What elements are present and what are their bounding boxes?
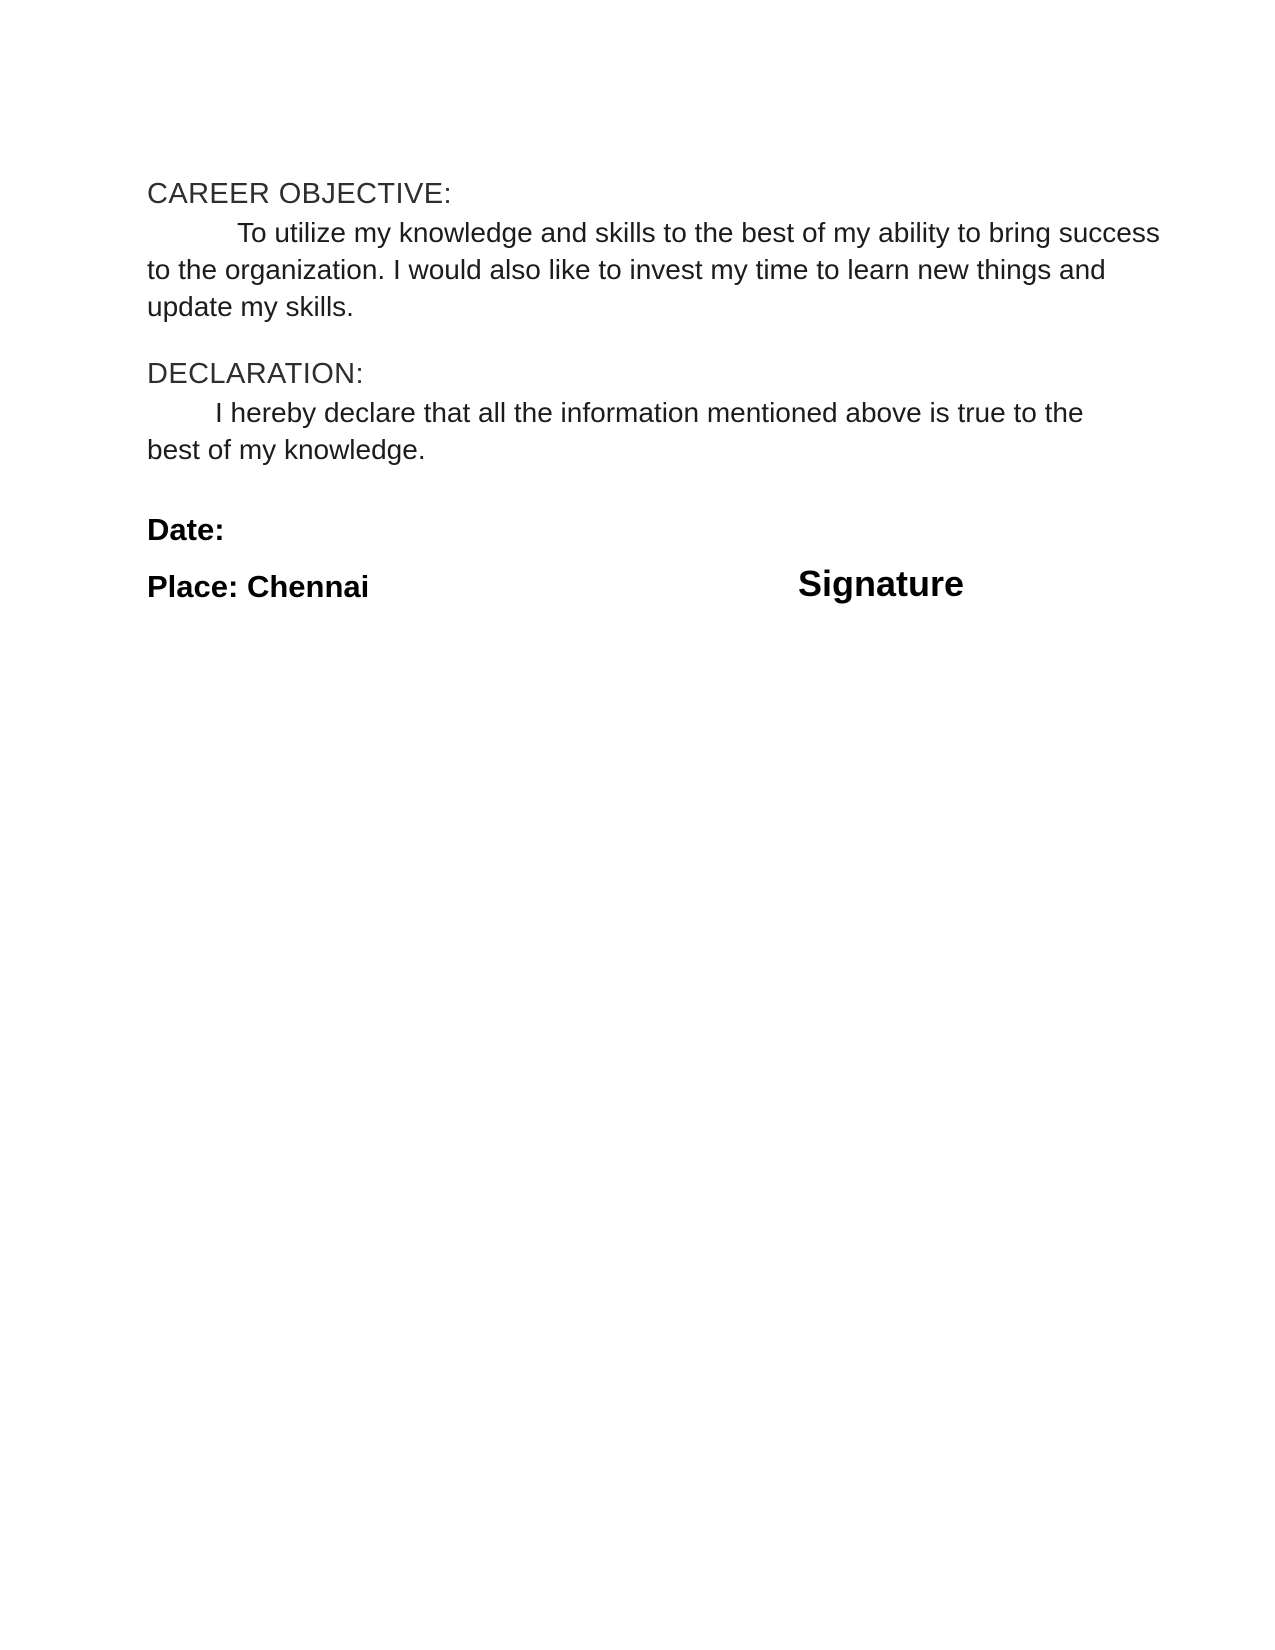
career-objective-paragraph-line: to the organization. I would also like to invest my time to learn new things and (147, 254, 1106, 285)
declaration-heading: DECLARATION: (147, 358, 364, 390)
signature-label: Signature (798, 563, 965, 604)
career-objective-paragraph-line: update my skills. (147, 291, 354, 322)
place-label: Place: Chennai (147, 569, 370, 604)
date-label: Date: (147, 512, 225, 547)
career-objective-heading: CAREER OBJECTIVE: (147, 178, 452, 210)
declaration-paragraph-line: best of my knowledge. (147, 434, 426, 465)
declaration-paragraph-line: I hereby declare that all the information mentioned above is true to the (215, 397, 1084, 428)
career-objective-paragraph-line: To utilize my knowledge and skills to the best of my ability to bring success (237, 217, 1160, 248)
